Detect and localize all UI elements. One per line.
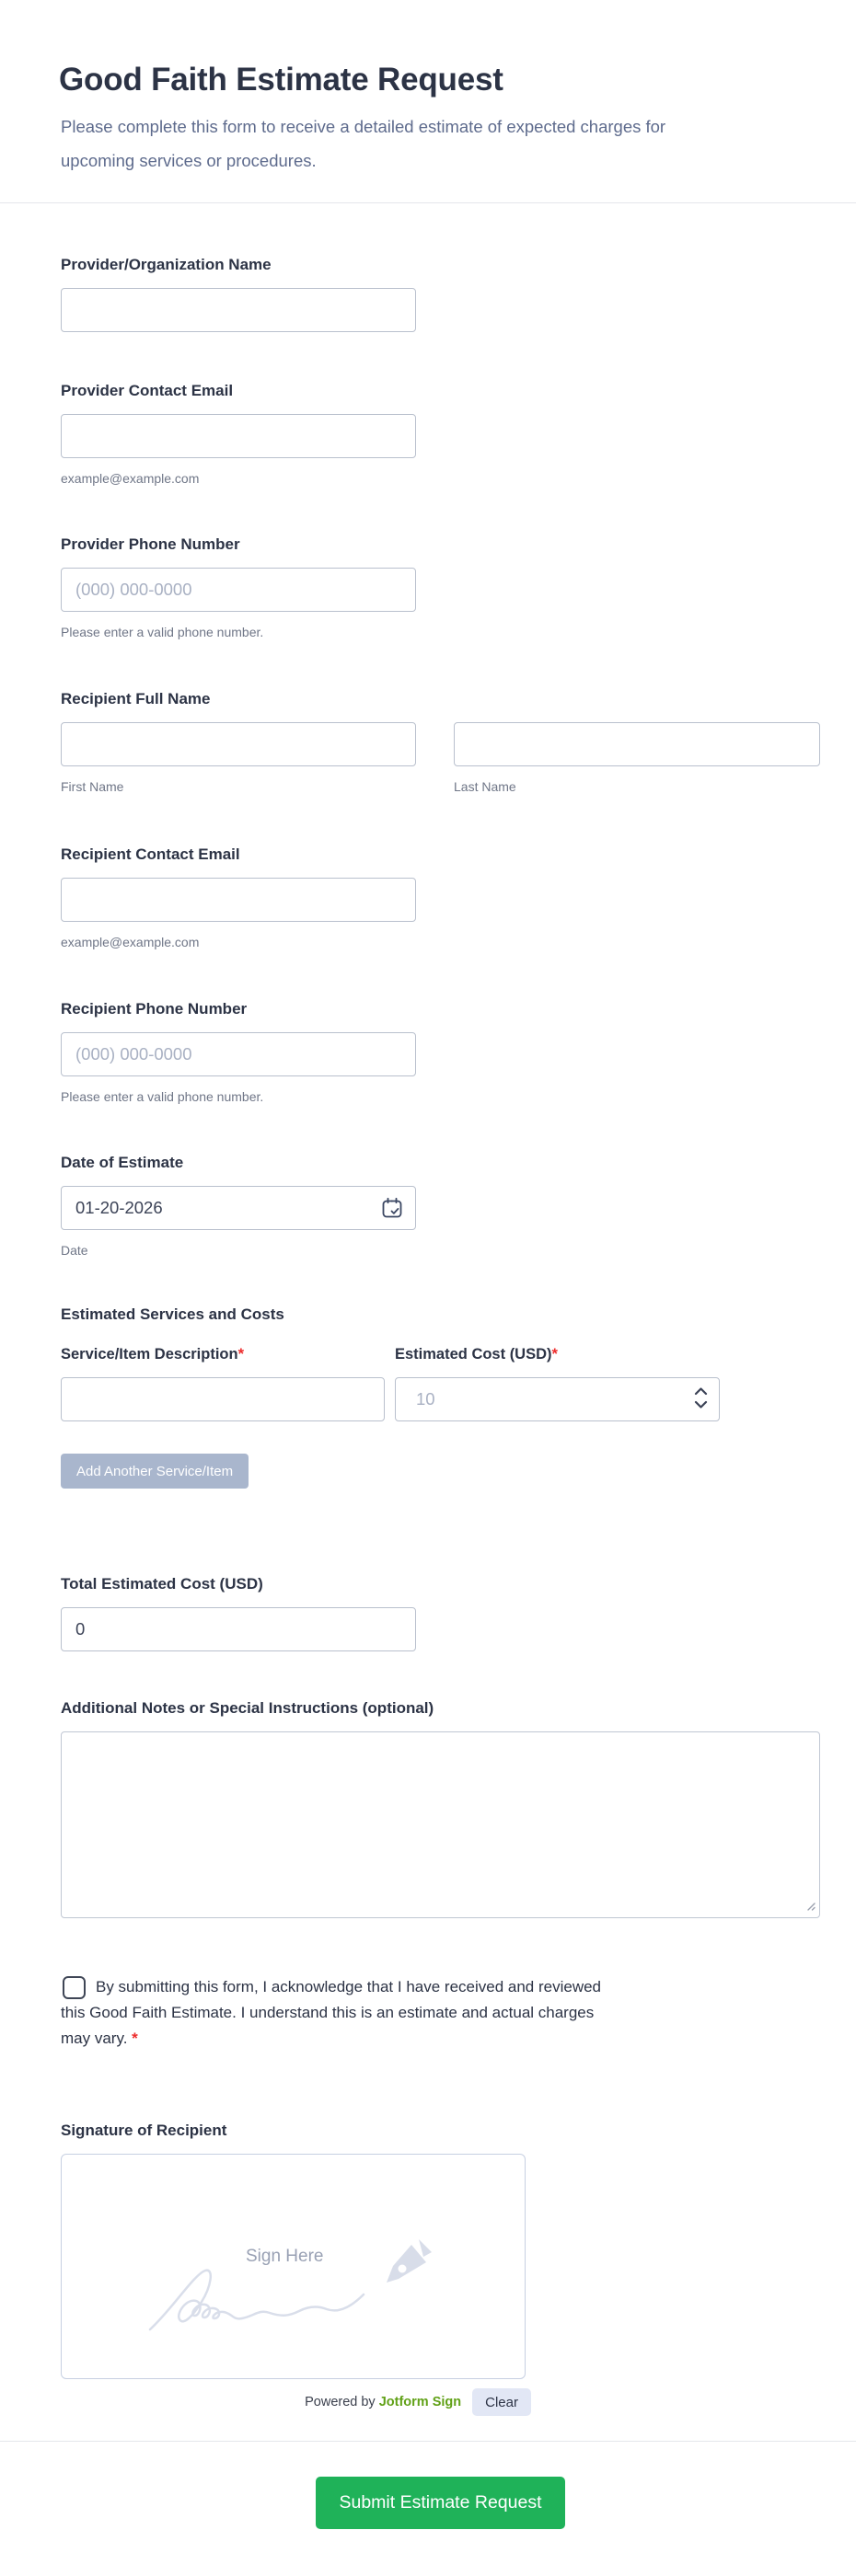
signature-squiggle [146,2258,376,2340]
required-asterisk: * [237,1346,244,1363]
signature-pad[interactable] [61,2154,526,2379]
services-section-heading: Estimated Services and Costs [61,1305,284,1323]
recipient-phone-label: Recipient Phone Number [61,1000,248,1018]
jotform-sign-brand: Jotform Sign [378,2395,462,2409]
signature-footer [61,2388,531,2416]
estimated-cost-input[interactable] [395,1377,720,1421]
provider-name-input[interactable] [61,288,416,332]
date-label: Date of Estimate [61,1154,184,1171]
page-subtitle: Please complete this form to receive a detailed estimate of expected charges for upcoming services or procedures. [61,116,666,170]
signature-label: Signature of Recipient [61,2122,227,2139]
clear-signature-button[interactable]: Clear [472,2388,531,2416]
field-notes [61,1697,820,1923]
required-asterisk: * [132,2030,138,2047]
field-provider-email [61,380,416,487]
date-input[interactable] [61,1186,416,1230]
recipient-email-input[interactable] [61,878,416,922]
submit-button[interactable]: Submit Estimate Request [316,2477,565,2529]
recipient-phone-sublabel: Please enter a valid phone number. [61,1089,264,1104]
resize-handle-icon[interactable] [804,1899,816,1915]
header-divider [0,202,856,203]
consent-field [61,1974,705,2052]
estimated-cost-field [395,1343,720,1421]
service-description-field [61,1343,385,1421]
field-provider-name [61,254,416,332]
notes-label: Additional Notes or Special Instructions (optional) [61,1699,434,1717]
total-cost-label: Total Estimated Cost (USD) [61,1575,263,1593]
powered-by-text: Powered by [305,2395,376,2409]
sign-here-placeholder: Sign Here [246,2247,324,2266]
page-title: Good Faith Estimate Request [59,62,503,98]
provider-phone-input[interactable] [61,568,416,612]
add-service-button[interactable]: Add Another Service/Item [61,1454,249,1489]
consent-checkbox[interactable] [63,1976,86,1999]
first-name-sublabel: First Name [61,779,124,794]
spinner-up-icon[interactable] [694,1386,708,1396]
pen-nib-icon [384,2237,435,2285]
estimated-cost-label: Estimated Cost (USD) [395,1346,552,1363]
recipient-first-name-input[interactable] [61,722,416,766]
service-description-input[interactable] [61,1377,385,1421]
field-date-of-estimate [61,1152,416,1259]
recipient-email-sublabel: example@example.com [61,935,200,949]
recipient-last-name-input[interactable] [454,722,820,766]
consent-text: By submitting this form, I acknowledge that I have received and reviewed this Good Faith Estimate. I understand this is an estimate and actual charges may vary. [61,1978,602,2047]
service-description-label: Service/Item Description [61,1346,238,1363]
required-asterisk: * [551,1346,558,1363]
provider-email-input[interactable] [61,414,416,458]
calendar-icon[interactable] [380,1196,404,1220]
recipient-phone-input[interactable] [61,1032,416,1076]
field-recipient-email [61,844,416,950]
total-cost-input[interactable] [61,1607,416,1651]
field-signature [61,2120,526,2379]
field-recipient-name [61,688,820,795]
spinner-down-icon[interactable] [694,1398,708,1409]
field-total-cost [61,1573,416,1651]
add-service-row [61,1454,249,1489]
notes-textarea[interactable] [61,1731,820,1918]
cost-spinner [694,1386,708,1409]
provider-email-sublabel: example@example.com [61,471,200,486]
field-provider-phone [61,534,416,640]
footer-divider [0,2441,856,2442]
field-recipient-phone [61,998,416,1105]
services-row [61,1343,720,1421]
provider-email-label: Provider Contact Email [61,382,234,399]
date-sublabel: Date [61,1243,88,1258]
recipient-name-label: Recipient Full Name [61,690,211,707]
provider-phone-label: Provider Phone Number [61,535,240,553]
last-name-sublabel: Last Name [454,779,516,794]
provider-phone-sublabel: Please enter a valid phone number. [61,625,264,639]
recipient-email-label: Recipient Contact Email [61,845,240,863]
provider-name-label: Provider/Organization Name [61,256,272,273]
